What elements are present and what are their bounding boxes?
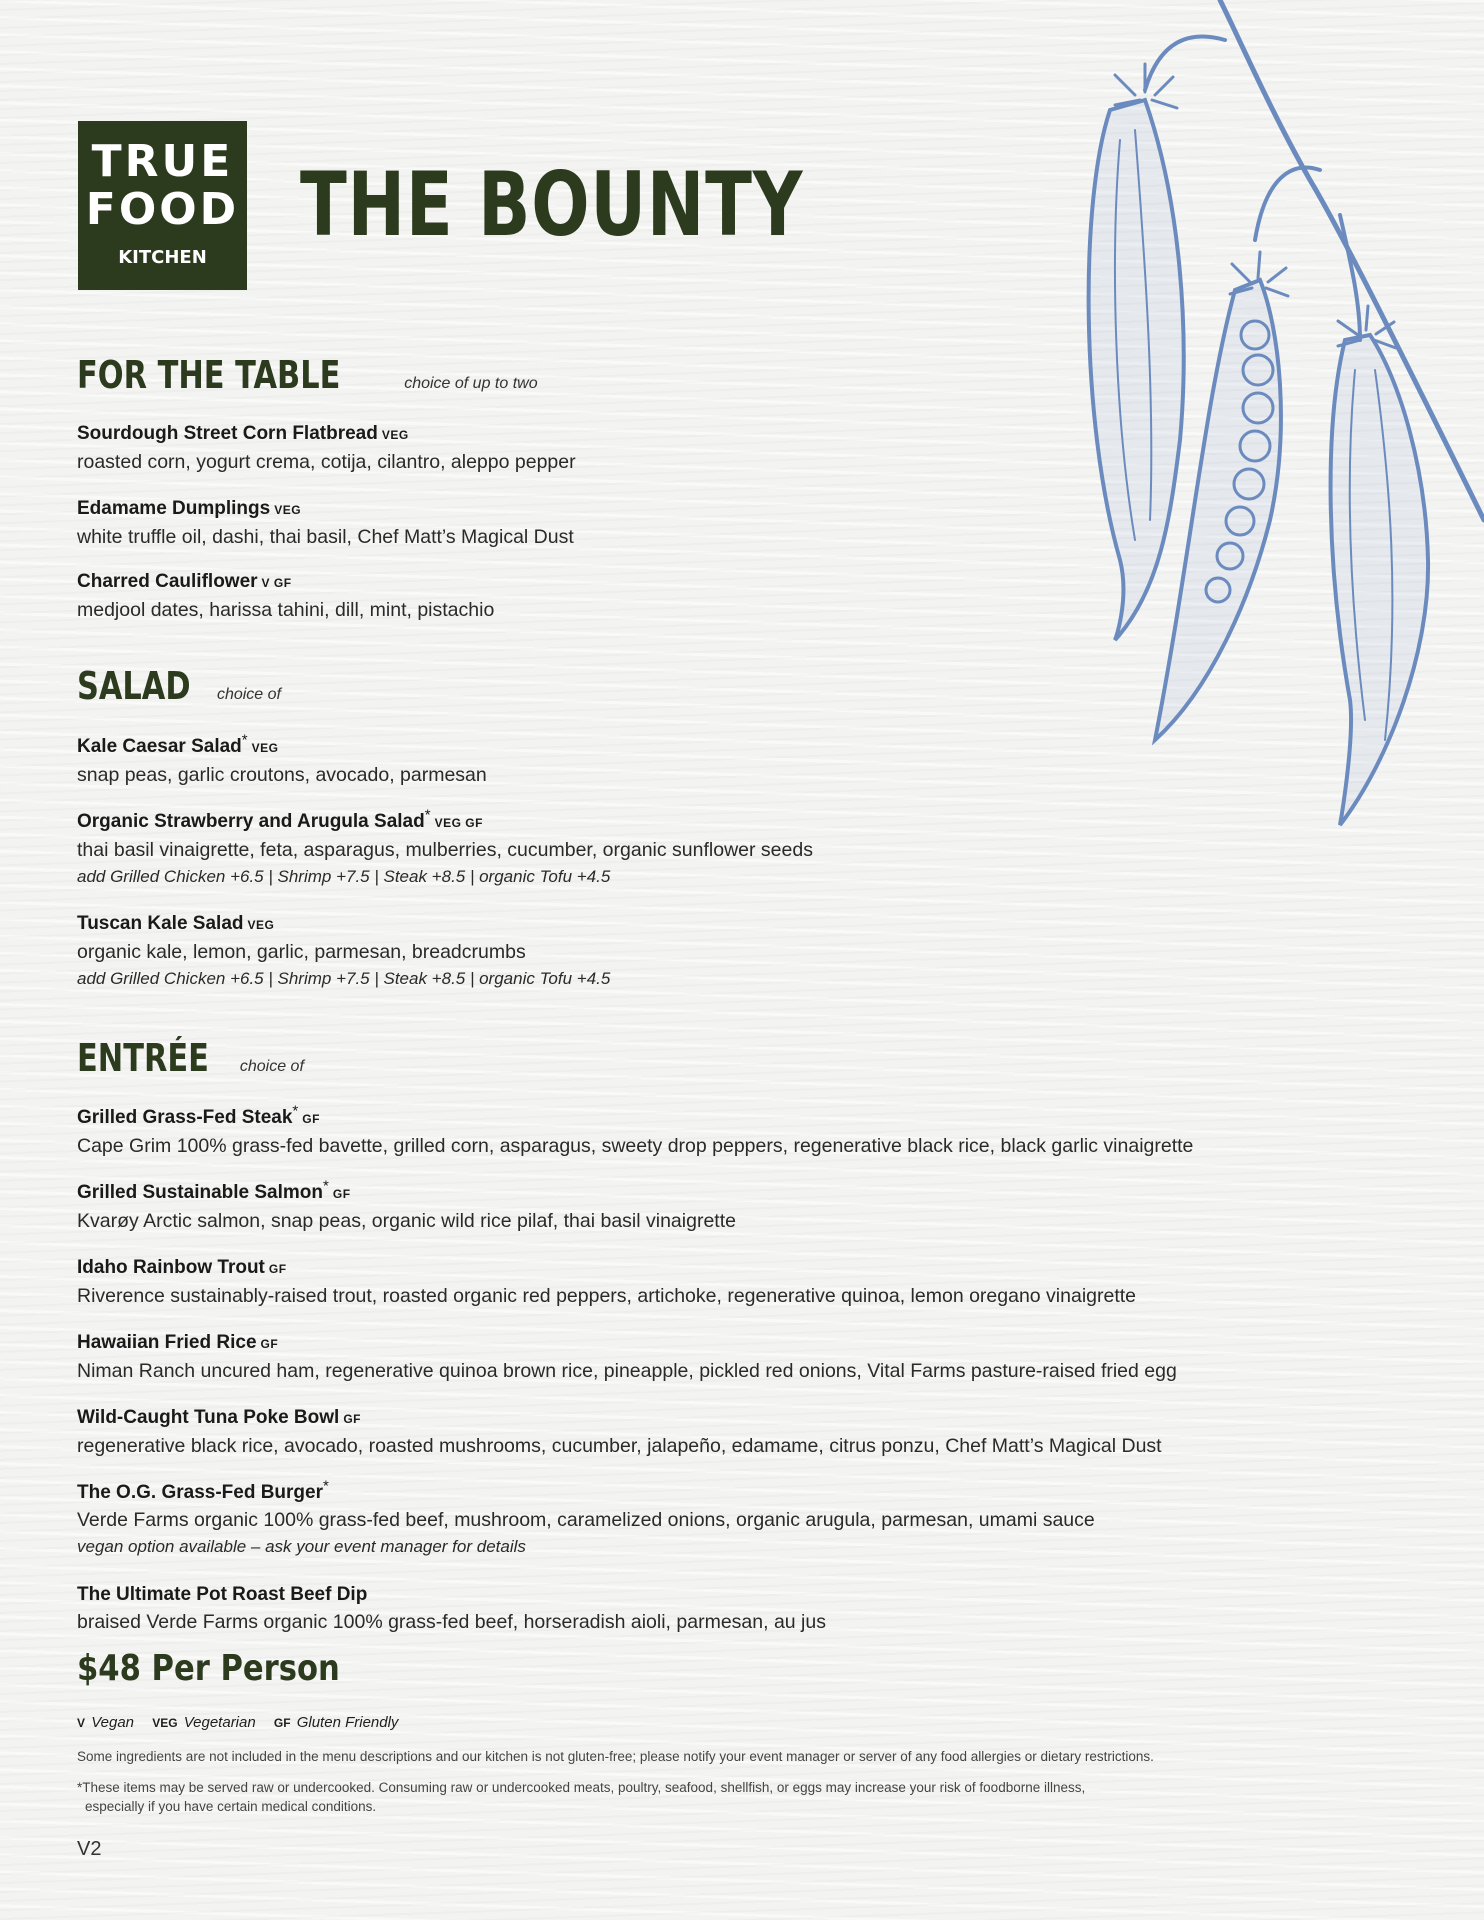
menu-item <box>77 1330 1197 1385</box>
item-tags: VEG GF <box>434 816 483 830</box>
item-star: * <box>323 1177 329 1195</box>
item-name: The O.G. Grass-Fed Burger <box>77 1482 323 1503</box>
item-star: * <box>292 1102 299 1120</box>
section-title: SALAD <box>77 664 191 708</box>
legend-veg-label: Vegetarian <box>183 1714 256 1731</box>
logo-line-1: TRUE <box>91 136 234 187</box>
section-header-salad <box>77 664 281 708</box>
item-tags: VEG <box>274 503 302 517</box>
item-name: Grilled Sustainable Salmon <box>77 1182 324 1203</box>
item-tags: GF <box>268 1262 287 1276</box>
item-description: Niman Ranch uncured ham, regenerative quinoa brown rice, pineapple, pickled red onions, Vital Farms pasture-raised fried egg <box>77 1360 1177 1382</box>
section-header-entree <box>77 1036 304 1080</box>
item-tags: GF <box>302 1112 320 1126</box>
item-name: Idaho Rainbow Trout <box>77 1257 265 1278</box>
menu-title: THE BOUNTY <box>300 153 804 256</box>
item-name: Edamame Dumplings <box>77 498 271 519</box>
item-description: braised Verde Farms organic 100% grass-fed beef, horseradish aioli, parmesan, au jus <box>77 1611 826 1633</box>
item-description: Kvarøy Arctic salmon, snap peas, organic wild rice pilaf, thai basil vinaigrette <box>77 1210 736 1232</box>
item-name: Wild-Caught Tuna Poke Bowl <box>77 1407 340 1428</box>
price: $48 Per Person <box>77 1648 340 1689</box>
item-tags: V GF <box>261 576 292 590</box>
item-description: thai basil vinaigrette, feta, asparagus, mulberries, cucumber, organic sunflower seeds <box>77 839 813 861</box>
version-label: V2 <box>77 1838 102 1860</box>
legend-veg: VEG <box>152 1716 178 1730</box>
dietary-legend <box>77 1714 412 1731</box>
legend-v: V <box>77 1716 86 1730</box>
item-description: white truffle oil, dashi, thai basil, Chef Matt’s Magical Dust <box>77 526 574 548</box>
section-note: choice of <box>216 686 281 703</box>
allergy-disclaimer: Some ingredients are not included in the menu descriptions and our kitchen is not gluten-free; please notify your event manager or server of any food allergies or dietary restrictions. <box>77 1749 1154 1764</box>
item-description: snap peas, garlic croutons, avocado, parmesan <box>77 764 487 786</box>
item-star: * <box>323 1477 329 1495</box>
section-header-for-the-table <box>77 353 538 397</box>
item-name: Tuscan Kale Salad <box>77 913 244 934</box>
item-tags: GF <box>343 1412 361 1426</box>
item-note: add Grilled Chicken +6.5 | Shrimp +7.5 | Steak +8.5 | organic Tofu +4.5 <box>77 969 611 988</box>
item-description: medjool dates, harissa tahini, dill, mint, pistachio <box>77 599 495 621</box>
menu-item <box>77 1405 1197 1460</box>
menu-item <box>77 1477 1197 1560</box>
menu-item <box>77 911 1197 992</box>
menu-item <box>77 806 1197 890</box>
item-name: Kale Caesar Salad <box>77 736 242 757</box>
logo <box>78 121 247 290</box>
menu-item <box>77 1177 1197 1235</box>
menu-item <box>77 496 1197 551</box>
item-tags: VEG <box>381 428 409 442</box>
section-title: ENTRÉE <box>77 1036 209 1080</box>
legend-gf-label: Gluten Friendly <box>296 1714 399 1731</box>
item-name: Grilled Grass-Fed Steak <box>77 1107 293 1128</box>
menu-item <box>77 731 1197 789</box>
logo-line-2: FOOD <box>85 184 240 235</box>
item-tags: GF <box>260 1337 279 1351</box>
item-note: vegan option available – ask your event manager for details <box>77 1537 526 1556</box>
logo-line-3: KITCHEN <box>118 247 207 268</box>
legend-v-label: Vegan <box>91 1714 135 1731</box>
item-tags: VEG <box>251 741 279 755</box>
item-name: Hawaiian Fried Rice <box>77 1332 257 1353</box>
menu-item <box>77 421 1197 476</box>
item-description: Verde Farms organic 100% grass-fed beef, mushroom, caramelized onions, organic arugula, parmesan, umami sauce <box>77 1509 1095 1531</box>
item-note: add Grilled Chicken +6.5 | Shrimp +7.5 | Steak +8.5 | organic Tofu +4.5 <box>77 867 611 886</box>
raw-food-disclaimer: *These items may be served raw or undercooked. Consuming raw or undercooked meats, poultry, seafood, shellfish, or eggs may increase your risk of foodborne illness, <box>77 1780 1086 1795</box>
item-description: regenerative black rice, avocado, roasted mushrooms, cucumber, jalapeño, edamame, citrus ponzu, Chef Matt’s Magical Dust <box>77 1435 1162 1457</box>
menu-item <box>77 569 1197 624</box>
item-name: Charred Cauliflower <box>77 571 258 592</box>
section-title: FOR THE TABLE <box>77 353 341 397</box>
item-name: Sourdough Street Corn Flatbread <box>77 423 378 444</box>
item-star: * <box>241 731 248 749</box>
legend-gf: GF <box>273 1716 291 1730</box>
section-note: choice of <box>239 1058 304 1075</box>
item-tags: GF <box>332 1187 351 1201</box>
item-name: Organic Strawberry and Arugula Salad <box>77 811 425 832</box>
section-note: choice of up to two <box>404 375 538 392</box>
item-description: Cape Grim 100% grass-fed bavette, grilled corn, asparagus, sweety drop peppers, regenerative black rice, black garlic vinaigrette <box>77 1135 1194 1157</box>
menu-item <box>77 1255 1197 1310</box>
raw-food-disclaimer-cont: especially if you have certain medical conditions. <box>85 1799 377 1814</box>
item-name: The Ultimate Pot Roast Beef Dip <box>77 1584 368 1605</box>
menu-item <box>77 1102 1197 1160</box>
item-description: Riverence sustainably-raised trout, roasted organic red peppers, artichoke, regenerative quinoa, lemon oregano vinaigrette <box>77 1285 1137 1307</box>
item-tags: VEG <box>247 918 275 932</box>
item-description: organic kale, lemon, garlic, parmesan, breadcrumbs <box>77 941 526 963</box>
menu-item <box>77 1582 1197 1636</box>
item-description: roasted corn, yogurt crema, cotija, cilantro, aleppo pepper <box>77 451 576 473</box>
item-star: * <box>424 806 431 824</box>
